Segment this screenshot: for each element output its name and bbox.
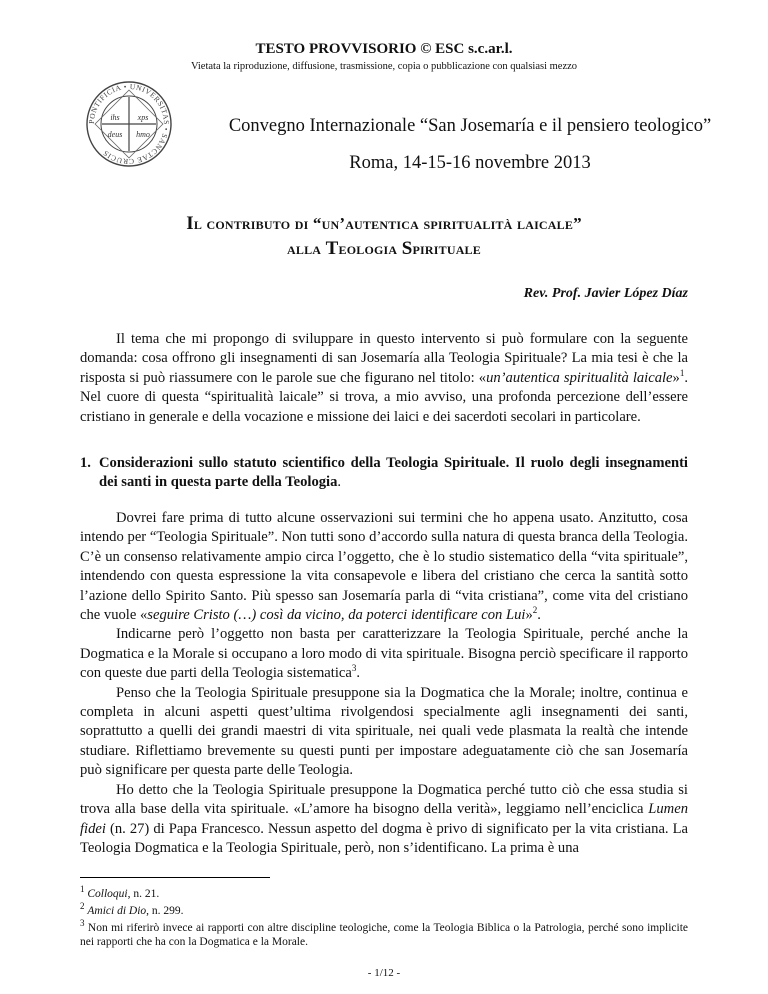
text-run: . Nel cuore di questa “spiritualità laicale” si trova, a mio avviso, una profonda percezione dell’essere cristiano in generale e della vocazione e missione dei laici e dei sacerdoti secolari in particolare. xyxy=(80,369,688,425)
footnote-2 xyxy=(80,901,688,918)
text-run: . xyxy=(537,607,541,624)
conference-title: Convegno Internazionale “San Josemaría e il pensiero teologico” xyxy=(228,116,712,136)
paper-title-line-2 xyxy=(0,238,768,260)
footnote-3 xyxy=(80,918,688,949)
text-run: Dovrei fare prima di tutto alcune osservazioni sui termini che ho appena usato. Anzitutto, cosa intendo per “Teologia Spirituale”. Non tutti sono d’accordo sulla natura di questa branca della Teologia. C’è un consenso relativamente ampio circa l’oggetto, che è lo studio sistematico della “vita spirituale”, intendendo con questa espressione la vita consapevole e libera del cristiano che cerca la santità sotto l’azione dello Spirito Santo. Più spesso san Josemaría parla di “vita cristiana”, come vita del cristiano che vuole « xyxy=(80,510,688,624)
seal-ring-text: PONTIFICIA • UNIVERSITAS • SANCTAE CRUCIS xyxy=(86,81,172,167)
emphasis: Lumen fidei xyxy=(80,801,688,837)
paragraph xyxy=(80,509,688,625)
intro-paragraph xyxy=(80,330,688,427)
conference-dates: Roma, 14-15-16 novembre 2013 xyxy=(349,153,591,173)
text-run: (n. 27) di Papa Francesco. Nessun aspetto del dogma è privo di significato per la vita cristiana. La Teologia Dogmatica e la Teologia Spirituale, però, non s’identificano. La prima è una xyxy=(80,820,688,856)
footnote-ref[interactable]: 1 xyxy=(679,367,685,378)
footnote-number: 3 xyxy=(80,918,85,929)
text-run: » xyxy=(672,369,680,386)
seal-monogram: deus xyxy=(107,130,123,139)
title-initial: T xyxy=(325,238,339,259)
page-number: - 1/12 - xyxy=(367,967,401,979)
paragraph xyxy=(80,625,688,683)
footnote-source: Amici di Dio xyxy=(87,905,147,917)
header-notice: Vietata la riproduzione, diffusione, trasmissione, copia o pubblicazione con qualsiasi mezzo xyxy=(190,61,578,72)
text-run: » xyxy=(525,607,533,624)
seal-monogram: ihs xyxy=(110,113,120,122)
footnote-source: Colloqui xyxy=(87,888,128,900)
section-title: Considerazioni sullo statuto scientifico della Teologia Spirituale. Il ruolo degli insegnamenti dei santi in questa parte della Teologia xyxy=(99,455,688,491)
title-initial: S xyxy=(401,238,413,259)
footnote-1 xyxy=(80,884,688,901)
quote: un’autentica spiritualità laicale xyxy=(486,369,673,386)
title-text: eologia xyxy=(338,239,402,258)
footnote-number: 2 xyxy=(80,901,85,912)
section-number: 1. xyxy=(80,455,91,471)
seal-monogram: hmo xyxy=(136,130,150,139)
footnote-text: , n. 299. xyxy=(146,905,184,917)
text-run: . xyxy=(356,665,360,682)
text-run: Il tema che mi propongo di sviluppare in questo intervento si può formulare con la seguente domanda: cosa offrono gli insegnamenti di san Josemaría alla Teologia Spirituale? La mia tesi è che la risposta si può riassumere con le parole sue che figurano nel titolo: « xyxy=(80,331,688,386)
paragraph: Penso che la Teologia Spirituale presuppone sia la Dogmatica che la Morale; inoltre, continua e completa in alcuni aspetti quest’ultima rivolgendosi specialmente agli insegnamenti dei santi, soprattutto a quelli dei grandi maestri di vita spirituale, nei quali vede plasmata la realtà che intende studiare. Riflettiamo brevemente su questi punti per impostare adeguatamente ciò che san Josemaría può significare per questa parte delle Teologia. xyxy=(80,684,688,779)
footnote-text: Non mi riferirò invece ai rapporti con altre discipline teologiche, come la Teologia Biblica o la Patrologia, perché sono implicite nei rapporti che ha con la Dogmatica e la Morale. xyxy=(80,922,688,948)
footnote-ref[interactable]: 2 xyxy=(532,605,538,616)
author-name: Rev. Prof. Javier López Díaz xyxy=(523,286,688,301)
footnote-divider xyxy=(80,877,270,878)
quote: seguire Cristo (…) così da vicino, da poterci identificare con Lui xyxy=(147,607,526,624)
body-paragraphs xyxy=(80,509,688,858)
text-run: Indicarne però l’oggetto non basta per caratterizzare la Teologia Spirituale, perché anche la Dogmatica e la Morale si occupano a loro modo di vita spirituale. Bisogna perciò specificare il rapporto con queste due parti della Teologia sistematica xyxy=(80,626,688,682)
section-heading xyxy=(80,454,688,493)
university-seal-icon xyxy=(85,80,173,168)
footnote-text: , n. 21. xyxy=(127,888,160,900)
seal-monogram: xps xyxy=(137,113,149,122)
title-text: pirituale xyxy=(412,239,481,258)
header-title: TESTO PROVVISORIO © ESC s.c.ar.l. xyxy=(255,41,513,57)
paper-title-line-1 xyxy=(0,213,768,235)
footnote-ref[interactable]: 3 xyxy=(351,663,357,674)
title-text: alla xyxy=(287,239,326,258)
paragraph xyxy=(80,781,688,859)
section-title-end: . xyxy=(337,474,342,491)
text-run: Ho detto che la Teologia Spirituale presuppone la Dogmatica perché tutto ciò che essa studia si trova alla base della vita spirituale. «L’amore ha bisogno della verità», leggiamo nell’enciclica xyxy=(80,781,688,818)
footnote-number: 1 xyxy=(80,884,85,895)
title-initial: I xyxy=(186,213,194,234)
title-text: l contributo di “un’autentica spiritualità laicale” xyxy=(193,214,582,233)
